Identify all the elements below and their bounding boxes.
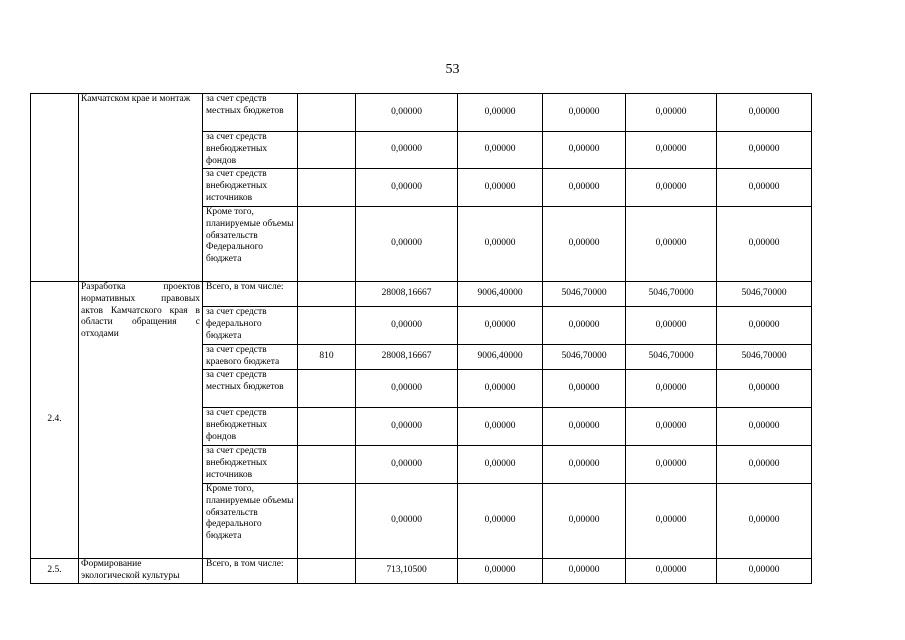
value-cell: 0,00000 (626, 370, 717, 408)
table-row (31, 94, 812, 132)
value-cell: 0,00000 (543, 370, 626, 408)
value-cell: 28008,16667 (356, 345, 458, 370)
funding-source-cell: за счет средств внебюджетных источников (203, 446, 298, 484)
value-cell: 5046,70000 (717, 345, 812, 370)
code-cell (298, 559, 356, 584)
code-cell (298, 94, 356, 132)
value-cell: 0,00000 (356, 169, 458, 207)
value-cell: 713,10500 (356, 559, 458, 584)
funding-source-cell: Всего, в том числе: (203, 282, 298, 307)
budget-table (30, 93, 812, 584)
value-cell: 0,00000 (626, 408, 717, 446)
value-cell: 0,00000 (458, 94, 543, 132)
item-name-cell: Разработка проектов нормативных правовых актов Камчатского края в области обращения с отходами (79, 282, 203, 559)
value-cell: 0,00000 (458, 446, 543, 484)
value-cell: 0,00000 (543, 169, 626, 207)
value-cell: 0,00000 (543, 307, 626, 345)
value-cell: 28008,16667 (356, 282, 458, 307)
value-cell: 0,00000 (458, 408, 543, 446)
page-number: 53 (445, 62, 460, 77)
item-name-cell: Камчатском крае и монтаж (79, 94, 203, 282)
value-cell: 0,00000 (626, 94, 717, 132)
value-cell: 0,00000 (543, 446, 626, 484)
value-cell: 0,00000 (626, 169, 717, 207)
item-index-cell (31, 94, 79, 282)
value-cell: 0,00000 (356, 207, 458, 282)
value-cell: 0,00000 (717, 559, 812, 584)
item-index-cell: 2.5. (31, 559, 79, 584)
value-cell: 5046,70000 (626, 282, 717, 307)
value-cell: 5046,70000 (717, 282, 812, 307)
value-cell: 0,00000 (458, 207, 543, 282)
funding-source-cell: за счет средств краевого бюджета (203, 345, 298, 370)
value-cell: 0,00000 (356, 446, 458, 484)
funding-source-cell: Кроме того, планируемые объемы обязательств федерального бюджета (203, 484, 298, 559)
funding-source-cell: за счет средств местных бюджетов (203, 370, 298, 408)
value-cell: 0,00000 (626, 207, 717, 282)
value-cell: 0,00000 (543, 132, 626, 169)
item-name-cell: Формирование экологической культуры (79, 559, 203, 584)
code-cell (298, 282, 356, 307)
value-cell: 0,00000 (356, 94, 458, 132)
value-cell: 0,00000 (458, 559, 543, 584)
value-cell: 0,00000 (543, 94, 626, 132)
code-cell (298, 446, 356, 484)
value-cell: 0,00000 (717, 169, 812, 207)
value-cell: 5046,70000 (543, 282, 626, 307)
value-cell: 0,00000 (717, 370, 812, 408)
value-cell: 0,00000 (626, 484, 717, 559)
table-row (31, 559, 812, 584)
value-cell: 0,00000 (717, 446, 812, 484)
value-cell: 0,00000 (356, 307, 458, 345)
funding-source-cell: за счет средств внебюджетных фондов (203, 408, 298, 446)
value-cell: 0,00000 (458, 169, 543, 207)
table-row (31, 282, 812, 307)
code-cell (298, 408, 356, 446)
funding-source-cell: за счет средств местных бюджетов (203, 94, 298, 132)
value-cell: 0,00000 (626, 307, 717, 345)
code-cell (298, 207, 356, 282)
value-cell: 0,00000 (356, 132, 458, 169)
funding-source-cell: за счет средств внебюджетных источников (203, 169, 298, 207)
value-cell: 0,00000 (458, 307, 543, 345)
value-cell: 0,00000 (717, 484, 812, 559)
value-cell: 0,00000 (356, 370, 458, 408)
value-cell: 0,00000 (543, 408, 626, 446)
value-cell: 5046,70000 (626, 345, 717, 370)
value-cell: 0,00000 (626, 446, 717, 484)
funding-source-cell: за счет средств внебюджетных фондов (203, 132, 298, 169)
code-cell (298, 307, 356, 345)
value-cell: 0,00000 (356, 484, 458, 559)
value-cell: 0,00000 (626, 132, 717, 169)
code-cell (298, 484, 356, 559)
value-cell: 0,00000 (717, 307, 812, 345)
value-cell: 0,00000 (458, 370, 543, 408)
value-cell: 0,00000 (543, 484, 626, 559)
item-index-cell: 2.4. (31, 282, 79, 559)
code-cell (298, 132, 356, 169)
value-cell: 9006,40000 (458, 282, 543, 307)
value-cell: 0,00000 (543, 207, 626, 282)
funding-source-cell: Всего, в том числе: (203, 559, 298, 584)
funding-source-cell: Кроме того, планируемые объемы обязательств Федерального бюджета (203, 207, 298, 282)
funding-source-cell: за счет средств федерального бюджета (203, 307, 298, 345)
value-cell: 0,00000 (626, 559, 717, 584)
value-cell: 0,00000 (543, 559, 626, 584)
code-cell (298, 370, 356, 408)
value-cell: 0,00000 (458, 132, 543, 169)
value-cell: 9006,40000 (458, 345, 543, 370)
code-cell (298, 169, 356, 207)
value-cell: 5046,70000 (543, 345, 626, 370)
value-cell: 0,00000 (356, 408, 458, 446)
value-cell: 0,00000 (717, 94, 812, 132)
code-cell: 810 (298, 345, 356, 370)
value-cell: 0,00000 (717, 408, 812, 446)
value-cell: 0,00000 (717, 207, 812, 282)
value-cell: 0,00000 (458, 484, 543, 559)
value-cell: 0,00000 (717, 132, 812, 169)
